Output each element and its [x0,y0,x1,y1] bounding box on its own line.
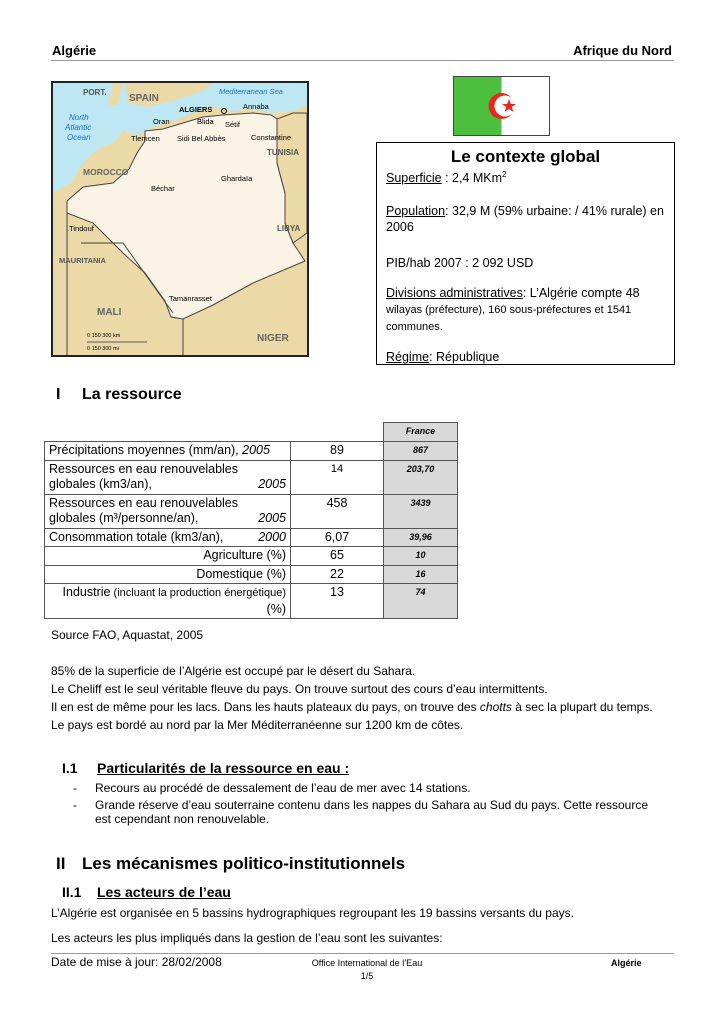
superficie: Superficie : 2,4 MKm$^2$ [386,170,507,186]
header-country: Algérie [52,43,97,58]
svg-text:0 150 300 mi: 0 150 300 mi [87,346,119,352]
svg-text:Sidi Bel Abbès: Sidi Bel Abbès [177,134,226,143]
svg-text:NIGER: NIGER [257,333,289,344]
svg-text:Oran: Oran [153,117,170,126]
table-header-row [45,423,458,442]
table-row: Agriculture (%) 65 10 [45,547,458,566]
svg-text:SPAIN: SPAIN [129,93,159,104]
section-2-heading: II Les mécanismes politico-institutionnels [56,854,406,873]
population: Population: 32,9 M (59% urbaine: / 41% rurale) en 2006 [386,204,664,235]
context-box [376,142,675,365]
list-item: - Grande réserve d’eau souterraine contenu dans les nappes du Sahara au Sud du pays. Cette ressource est cependant non renouvelable. [73,798,649,826]
table-source: Source FAO, Aquastat, 2005 [51,628,204,642]
svg-text:Mediterranean Sea: Mediterranean Sea [219,87,283,96]
header-divider [51,60,674,61]
pib: PIB/hab 2007 : 2 092 USD [386,256,534,271]
svg-text:TUNISIA: TUNISIA [267,148,299,157]
algeria-map [51,81,309,357]
resource-bullets [62,781,662,829]
table-row: Industrie (incluant la production énergétique) (%) 13 74 [45,584,458,619]
svg-text:0 150 300 km: 0 150 300 km [87,333,121,339]
svg-text:ALGIERS: ALGIERS [179,105,213,114]
svg-text:Ghardaïa: Ghardaïa [221,174,253,183]
svg-text:Ocean: Ocean [67,133,91,142]
section-1-1-heading: I.1 Particularités de la ressource en eau : [62,760,350,776]
svg-text:MALI: MALI [97,307,122,318]
france-header: France [384,423,458,442]
svg-text:.Tindouf: .Tindouf [67,224,94,233]
header-region: Afrique du Nord [573,43,672,58]
svg-text:MAURITANIA: MAURITANIA [59,256,106,265]
intro-paragraphs: 85% de la superficie de l’Algérie est occupé par le désert du Sahara. Le Cheliff est le seul véritable fleuve du pays. On trouve surtout des cours d’eau intermittents. Il en est de même pour les lacs. Dans les hauts plateaux du pays, on trouve des chotts à sec la plupart du temps. Le pays est bordé au nord par la Mer Méditerranéenne sur 1200 km de côtes. [51,664,653,732]
table-row: Ressources en eau renouvelables globales (m³/personne/an), 2005 458 3439 [45,494,458,528]
table-row: Ressources en eau renouvelables globales (km3/an), 2005 14 203,70 [45,460,458,494]
divisions: Divisions administratives: L’Algérie compte 48 wilayas (préfecture), 160 sous-préfectures et 1541 communes. [386,286,640,334]
page-number: 1/5 [360,971,374,981]
svg-text:Annaba: Annaba [243,102,269,111]
footer-date: Date de mise à jour: 28/02/2008 [51,955,222,969]
svg-text:Béchar: Béchar [151,184,175,193]
section-2-1-p1: L’Algérie est organisée en 5 bassins hydrographiques regroupant les 19 bassins versants du pays. [51,906,574,920]
context-title: Le contexte global [450,147,601,166]
table-row: Consommation totale (km3/an), 2000 6,07 39,96 [45,528,458,547]
footer-org: Office International de l’Eau 1/5 [302,958,432,981]
svg-text:Tamanrasset: Tamanrasset [169,294,212,303]
svg-text:LIBYA: LIBYA [277,224,301,233]
svg-text:North: North [69,113,89,122]
table-row: Domestique (%) 22 16 [45,565,458,584]
svg-text:PORT.: PORT. [83,88,107,97]
algeria-flag [453,76,550,136]
section-2-1-heading: II.1 Les acteurs de l’eau [62,884,231,900]
svg-text:Atlantic: Atlantic [65,123,92,132]
regime: Régime: République [386,350,500,365]
svg-text:Sétif: Sétif [225,120,241,129]
footer-country: Algérie [611,958,642,968]
svg-text:Blida: Blida [197,117,214,126]
section-1-heading: I La ressource [56,386,182,403]
list-item: - Recours au procédé de dessalement de l’eau de mer avec 14 stations. [73,781,471,795]
resource-table [44,422,458,619]
svg-text:Constantine: Constantine [251,133,292,142]
section-2-1-p2: Les acteurs les plus impliqués dans la gestion de l’eau sont les suivantes: [51,931,443,945]
table-row: Précipitations moyennes (mm/an), 2005 89 867 [45,442,458,461]
svg-text:Tlemcen: Tlemcen [131,134,160,143]
footer-divider [51,953,674,954]
svg-text:MOROCCO: MOROCCO [83,167,129,177]
